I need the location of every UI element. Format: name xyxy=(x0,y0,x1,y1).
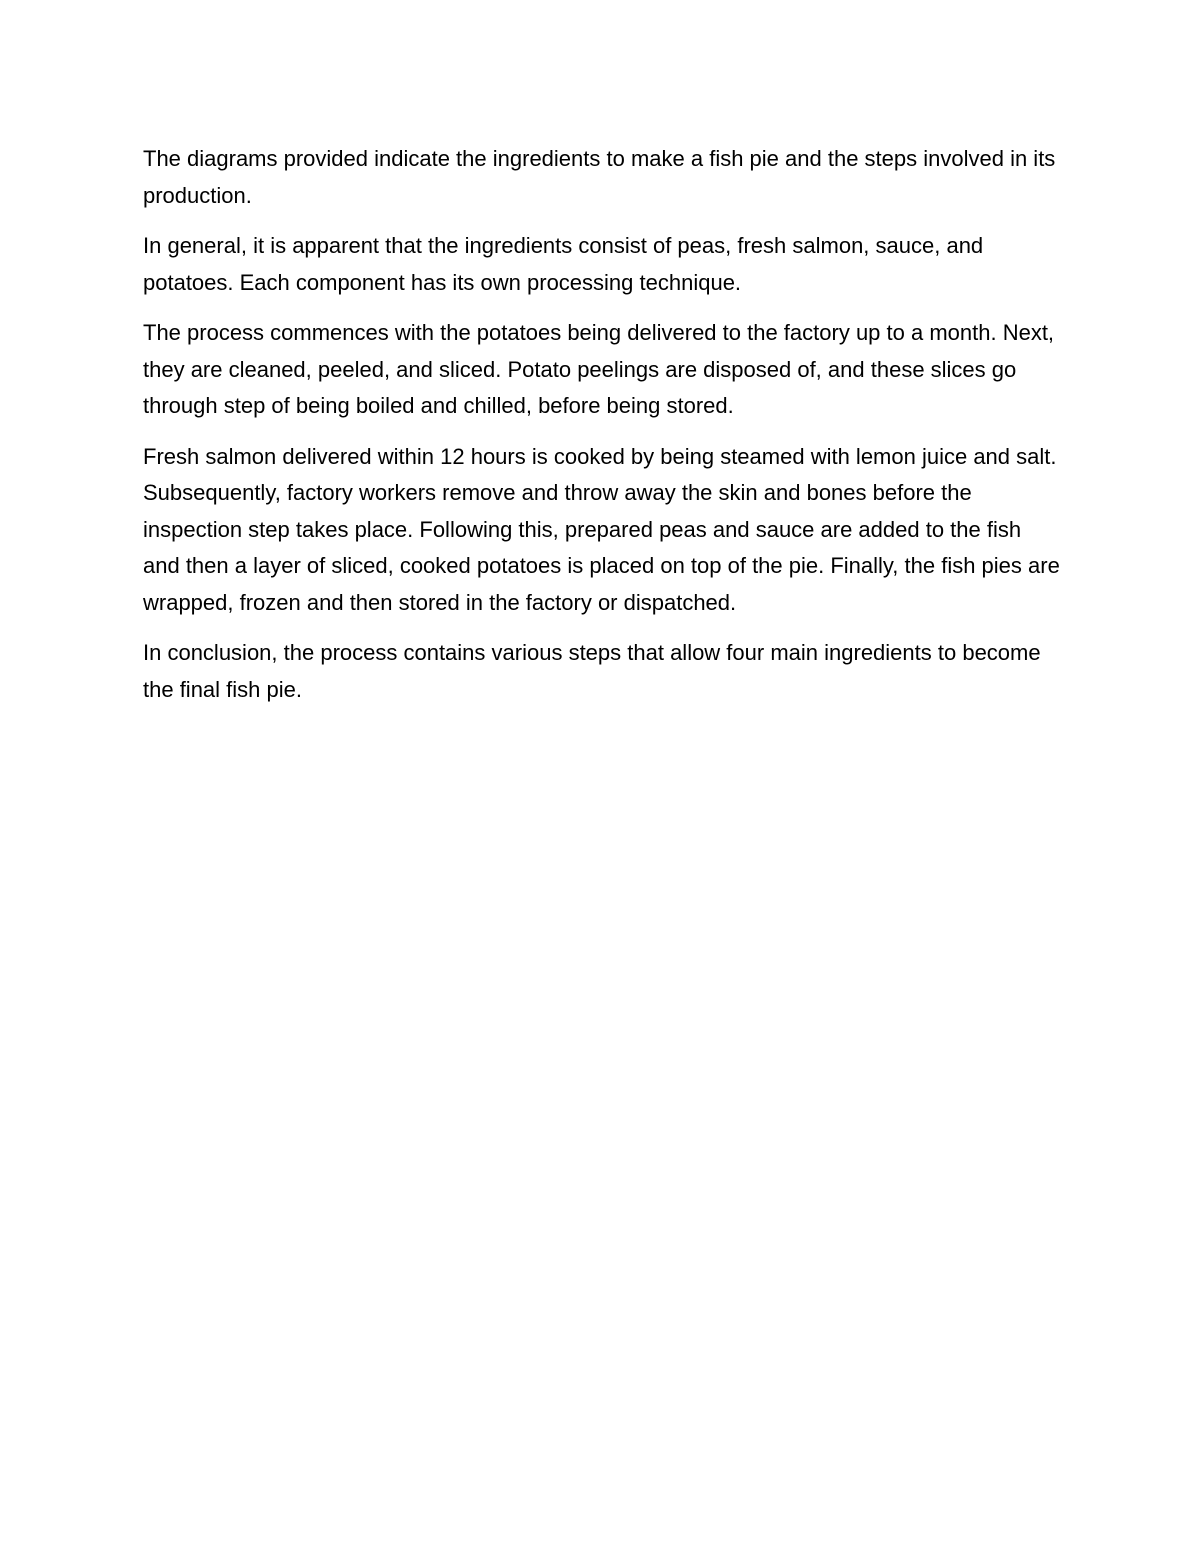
paragraph-salmon-process: Fresh salmon delivered within 12 hours is cooked by being steamed with lemon juice and salt. Subsequently, factory workers remove and throw away the skin and bones before the inspection step takes place. Following this, prepared peas and sauce are added to the fish and then a layer of sliced, cooked potatoes is placed on top of the pie. Finally, the fish pies are wrapped, frozen and then stored in the factory or dispatched. xyxy=(143,443,1060,615)
paragraph-potato-process: The process commences with the potatoes being delivered to the factory up to a month. Next, they are cleaned, peeled, and sliced. Potato peelings are disposed of, and these slices go through step of being boiled and chilled, before being stored. xyxy=(143,320,1055,418)
paragraph-conclusion: In conclusion, the process contains various steps that allow four main ingredients to become the final fish pie. xyxy=(143,640,1041,702)
document-body xyxy=(143,141,1063,722)
paragraph-introduction: The diagrams provided indicate the ingredients to make a fish pie and the steps involved in its production. xyxy=(143,146,1056,208)
paragraph-overview: In general, it is apparent that the ingredients consist of peas, fresh salmon, sauce, and potatoes. Each component has its own processing technique. xyxy=(143,233,984,295)
